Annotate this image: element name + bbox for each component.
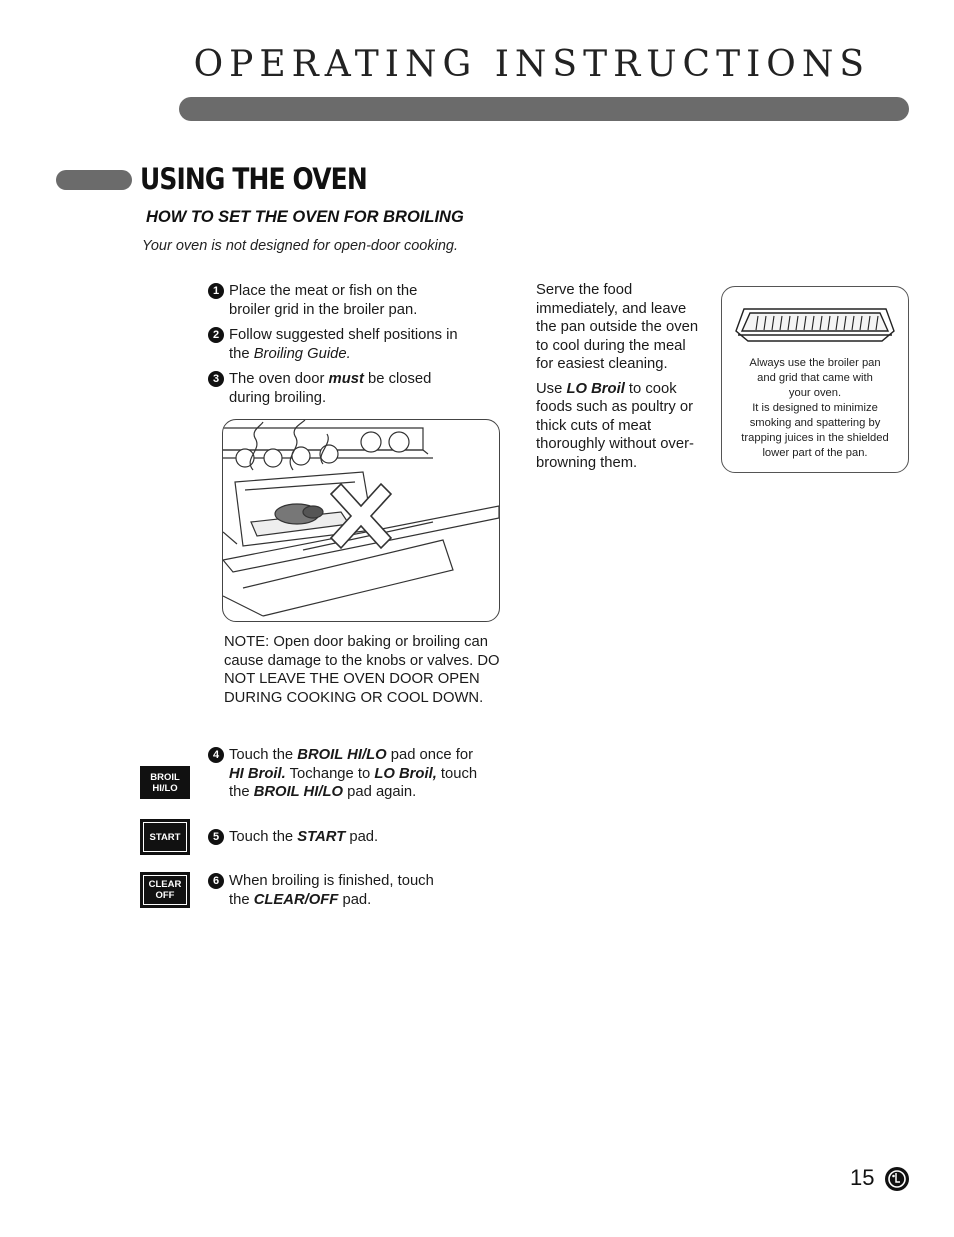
right-column	[536, 281, 706, 472]
lo-broil-paragraph	[536, 380, 706, 473]
section-marker	[56, 170, 132, 190]
step-text-part: pad.	[345, 829, 379, 845]
step-text-part: be closed during broiling.	[229, 371, 432, 406]
callout-line: smoking and spattering by	[749, 417, 881, 429]
subheading: HOW TO SET THE OVEN FOR BROILING	[146, 208, 464, 226]
step-number: 3	[208, 371, 224, 387]
start-pad-icon: START	[140, 819, 190, 855]
step-2	[208, 326, 468, 363]
step-text-part: Touch the	[229, 747, 298, 763]
callout-line: and grid that came with	[757, 372, 873, 384]
step-number: 2	[208, 327, 224, 343]
serve-paragraph: Serve the food immediately, and leave the pan outside the oven to cool during the meal for easiest cleaning.	[536, 282, 699, 372]
oven-drawing	[223, 420, 499, 621]
step-3	[208, 370, 468, 407]
open-door-broiling-illustration	[222, 419, 500, 622]
lg-logo-icon	[885, 1167, 909, 1191]
callout-line: your oven.	[788, 387, 842, 399]
open-door-warning: NOTE: Open door baking or broiling can cause damage to the knobs or valves. DO NOT LEAVE THE OVEN DOOR OPEN DURING COOKING OR COOL DOWN.	[224, 634, 500, 706]
broil-hi-lo-pad-icon: BROIL HI/LO	[140, 766, 190, 799]
step-text-part: CLEAR/OFF	[253, 891, 339, 908]
step-number: 1	[208, 283, 224, 299]
paragraph-part: to cook foods such as poultry or thick cuts of meat thoroughly without over-browning them.	[536, 380, 694, 471]
step-text-part: Follow suggested shelf positions in the	[229, 327, 458, 362]
step-text-part: HI Broil.	[229, 765, 286, 782]
callout-line: trapping juices in the shielded	[741, 432, 889, 444]
paragraph-part: Use	[536, 380, 567, 397]
step-text-part: Broiling Guide.	[253, 345, 351, 362]
step-text	[229, 746, 478, 802]
step-text	[229, 370, 468, 407]
step-text-part: pad.	[338, 891, 372, 908]
step-text	[229, 326, 468, 363]
step-text-part: pad once for	[386, 747, 474, 763]
broiler-pan-callout	[721, 286, 909, 473]
section-title: USING THE OVEN	[140, 162, 367, 196]
clear-off-pad-icon: CLEAR OFF	[140, 872, 190, 908]
step-text-part: must	[328, 371, 364, 387]
section-note: Your oven is not designed for open-door cooking.	[142, 238, 458, 254]
step-number: 5	[208, 829, 224, 845]
step-text-part: LO Broil,	[374, 765, 437, 782]
step-6	[208, 872, 458, 909]
page-number: 15	[850, 1165, 875, 1190]
step-4	[208, 746, 478, 802]
callout-line: lower part of the pan.	[762, 447, 868, 459]
step-5	[208, 828, 508, 847]
step-text-part: pad again.	[343, 784, 417, 800]
step-text	[229, 872, 458, 909]
callout-line: It is designed to minimize	[752, 402, 878, 414]
step-text-part: touch the	[229, 765, 478, 800]
header-divider-bar	[179, 97, 909, 121]
step-text-part: Touch the	[229, 829, 298, 845]
step-text-part: Tochange to	[285, 765, 375, 782]
page-header-title: OPERATING INSTRUCTIONS	[193, 44, 870, 85]
step-text-part: BROIL HI/LO	[297, 747, 387, 763]
callout-line: Always use the broiler pan	[749, 357, 881, 369]
step-text-part: When broiling is finished, touch the	[229, 873, 434, 908]
step-text-part: BROIL HI/LO	[253, 784, 344, 800]
step-text-part: The oven door	[229, 371, 329, 387]
step-text-part: START	[297, 829, 346, 845]
step-text: Place the meat or fish on the broiler grid in the broiler pan.	[229, 283, 418, 318]
callout-text	[730, 356, 900, 461]
paragraph-part: LO Broil	[566, 380, 625, 397]
step-1	[208, 282, 453, 319]
step-number: 4	[208, 747, 224, 763]
broiler-pan-icon	[732, 299, 898, 349]
step-number: 6	[208, 873, 224, 889]
step-text	[229, 828, 508, 847]
